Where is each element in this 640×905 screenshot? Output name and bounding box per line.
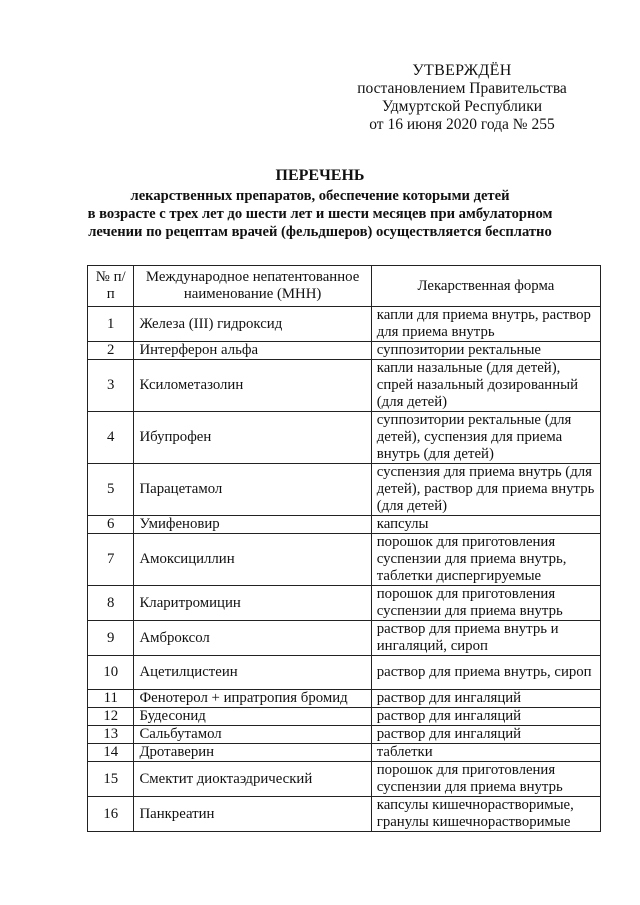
table-body <box>88 307 601 832</box>
row-drug-form: таблетки <box>371 744 600 762</box>
row-drug-name: Умифеновир <box>134 516 371 534</box>
row-number: 1 <box>88 307 134 342</box>
approval-stamp <box>342 62 582 134</box>
table-row <box>88 516 601 534</box>
row-number: 2 <box>88 342 134 360</box>
table-row <box>88 586 601 621</box>
row-drug-form: суспензия для приема внутрь (для детей), раствор для приема внутрь (для детей) <box>371 464 600 516</box>
row-drug-name: Ксилометазолин <box>134 360 371 412</box>
row-number: 7 <box>88 534 134 586</box>
approval-line: Удмуртской Республики <box>381 98 543 115</box>
header-form: Лекарственная форма <box>371 266 600 307</box>
document-title <box>0 166 640 241</box>
row-drug-form: раствор для приема внутрь и ингаляций, сироп <box>371 621 600 656</box>
row-number: 3 <box>88 360 134 412</box>
table-row <box>88 307 601 342</box>
row-drug-form: порошок для приготовления суспензии для приема внутрь <box>371 762 600 797</box>
row-drug-form: порошок для приготовления суспензии для приема внутрь, таблетки диспергируемые <box>371 534 600 586</box>
table-row <box>88 412 601 464</box>
row-drug-form: раствор для ингаляций <box>371 726 600 744</box>
row-drug-name: Амброксол <box>134 621 371 656</box>
row-number: 11 <box>88 690 134 708</box>
row-drug-name: Интерферон альфа <box>134 342 371 360</box>
table-row <box>88 690 601 708</box>
header-number: № п/п <box>88 266 134 307</box>
row-number: 8 <box>88 586 134 621</box>
row-drug-name: Кларитромицин <box>134 586 371 621</box>
row-drug-name: Амоксициллин <box>134 534 371 586</box>
table-header-row <box>88 266 601 307</box>
row-number: 14 <box>88 744 134 762</box>
row-drug-form: суппозитории ректальные <box>371 342 600 360</box>
row-drug-form: капли назальные (для детей), спрей назальный дозированный (для детей) <box>371 360 600 412</box>
row-drug-form: капли для приема внутрь, раствор для приема внутрь <box>371 307 600 342</box>
header-name: Международное непатентованное наименование (МНН) <box>134 266 371 307</box>
table-row <box>88 621 601 656</box>
row-number: 10 <box>88 656 134 690</box>
row-number: 15 <box>88 762 134 797</box>
row-drug-name: Будесонид <box>134 708 371 726</box>
row-drug-form: суппозитории ректальные (для детей), суспензия для приема внутрь (для детей) <box>371 412 600 464</box>
row-drug-form: раствор для ингаляций <box>371 690 600 708</box>
row-number: 9 <box>88 621 134 656</box>
row-drug-form: раствор для ингаляций <box>371 708 600 726</box>
row-number: 6 <box>88 516 134 534</box>
row-drug-name: Смектит диоктаэдрический <box>134 762 371 797</box>
row-number: 4 <box>88 412 134 464</box>
title-line: в возрасте с трех лет до шести лет и шести месяцев при амбулаторном <box>87 206 553 222</box>
table-row <box>88 360 601 412</box>
row-drug-form: капсулы кишечнорастворимые, гранулы кишечнорастворимые <box>371 797 600 832</box>
row-drug-name: Фенотерол + ипратропия бромид <box>134 690 371 708</box>
title-line: лечении по рецептам врачей (фельдшеров) осуществляется бесплатно <box>88 224 552 240</box>
row-drug-name: Ибупрофен <box>134 412 371 464</box>
medication-table <box>87 265 601 832</box>
row-drug-name: Железа (III) гидроксид <box>134 307 371 342</box>
row-number: 12 <box>88 708 134 726</box>
table-row <box>88 797 601 832</box>
row-drug-name: Ацетилцистеин <box>134 656 371 690</box>
row-drug-form: капсулы <box>371 516 600 534</box>
approval-heading: УТВЕРЖДЁН <box>412 62 512 79</box>
title-line: лекарственных препаратов, обеспечение которыми детей <box>130 188 510 204</box>
approval-line: от 16 июня 2020 года № 255 <box>369 116 555 133</box>
row-drug-form: порошок для приготовления суспензии для приема внутрь <box>371 586 600 621</box>
row-number: 16 <box>88 797 134 832</box>
table-row <box>88 656 601 690</box>
table-row <box>88 762 601 797</box>
row-number: 5 <box>88 464 134 516</box>
row-drug-form: раствор для приема внутрь, сироп <box>371 656 600 690</box>
table-row <box>88 342 601 360</box>
row-drug-name: Парацетамол <box>134 464 371 516</box>
table-row <box>88 726 601 744</box>
table-row <box>88 708 601 726</box>
row-drug-name: Сальбутамол <box>134 726 371 744</box>
approval-line: постановлением Правительства <box>357 80 567 97</box>
row-number: 13 <box>88 726 134 744</box>
table-row <box>88 534 601 586</box>
row-drug-name: Дротаверин <box>134 744 371 762</box>
title-main: ПЕРЕЧЕНЬ <box>275 167 365 184</box>
table-row <box>88 744 601 762</box>
row-drug-name: Панкреатин <box>134 797 371 832</box>
table-row <box>88 464 601 516</box>
